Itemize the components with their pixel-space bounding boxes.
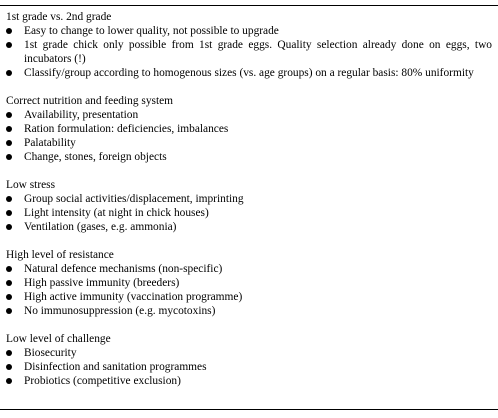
- bullet-list: [6, 24, 492, 80]
- list-item-text: High passive immunity (breeders): [24, 277, 180, 289]
- list-item-text: Ventilation (gases, e.g. ammonia): [24, 221, 177, 233]
- list-item: [6, 150, 492, 164]
- list-item-text: Availability, presentation: [24, 109, 139, 121]
- section-heading: High level of resistance: [6, 249, 114, 261]
- list-item-text: Palatability: [24, 137, 76, 149]
- list-item: [6, 38, 492, 66]
- list-item-text: No immunosuppression (e.g. mycotoxins): [24, 305, 216, 317]
- bullet-icon: [6, 224, 12, 230]
- list-item: [6, 346, 492, 360]
- section-heading: 1st grade vs. 2nd grade: [6, 11, 112, 23]
- list-item-text: 1st grade chick only possible from 1st grade eggs. Quality selection already done on eggs, two incubators (!): [24, 39, 492, 65]
- bullet-icon: [6, 42, 12, 48]
- list-item: [6, 290, 492, 304]
- bottom-rule: [0, 409, 498, 410]
- top-rule: [0, 5, 498, 6]
- bullet-list: [6, 346, 492, 388]
- list-item-text: Easy to change to lower quality, not possible to upgrade: [24, 25, 279, 37]
- list-item: [6, 136, 492, 150]
- bullet-icon: [6, 210, 12, 216]
- list-item-text: Classify/group according to homogenous sizes (vs. age groups) on a regular basis: 80% uniformity: [24, 67, 474, 79]
- bullet-icon: [6, 308, 12, 314]
- bullet-icon: [6, 154, 12, 160]
- section-grade: [6, 10, 492, 80]
- list-item: [6, 374, 492, 388]
- bullet-icon: [6, 350, 12, 356]
- section-heading: Low level of challenge: [6, 333, 111, 345]
- bullet-icon: [6, 364, 12, 370]
- table-body: [6, 10, 492, 388]
- bullet-icon: [6, 266, 12, 272]
- list-item: [6, 192, 492, 206]
- list-item-text: Change, stones, foreign objects: [24, 151, 167, 163]
- bullet-icon: [6, 196, 12, 202]
- list-item-text: High active immunity (vaccination programme): [24, 291, 243, 303]
- section-challenge: [6, 332, 492, 388]
- list-item-text: Light intensity (at night in chick houses): [24, 207, 209, 219]
- bullet-icon: [6, 112, 12, 118]
- bullet-list: [6, 262, 492, 318]
- list-item: [6, 108, 492, 122]
- list-item: [6, 262, 492, 276]
- list-item-text: Ration formulation: deficiencies, imbalances: [24, 123, 229, 135]
- bullet-list: [6, 108, 492, 164]
- list-item: [6, 206, 492, 220]
- section-resistance: [6, 248, 492, 318]
- bullet-icon: [6, 140, 12, 146]
- list-item: [6, 360, 492, 374]
- list-item-text: Disinfection and sanitation programmes: [24, 361, 207, 373]
- list-item-text: Biosecurity: [24, 347, 77, 359]
- section-nutrition: [6, 94, 492, 164]
- list-item: [6, 66, 492, 80]
- list-item-text: Probiotics (competitive exclusion): [24, 375, 181, 387]
- list-item: [6, 24, 492, 38]
- bullet-icon: [6, 280, 12, 286]
- bullet-icon: [6, 70, 12, 76]
- list-item: [6, 122, 492, 136]
- bullet-list: [6, 192, 492, 234]
- bullet-icon: [6, 126, 12, 132]
- list-item: [6, 276, 492, 290]
- section-heading: Low stress: [6, 179, 56, 191]
- list-item-text: Natural defence mechanisms (non-specific): [24, 263, 223, 275]
- bullet-icon: [6, 378, 12, 384]
- bullet-icon: [6, 28, 12, 34]
- bullet-icon: [6, 294, 12, 300]
- section-heading: Correct nutrition and feeding system: [6, 95, 174, 107]
- list-item: [6, 304, 492, 318]
- list-item-text: Group social activities/displacement, imprinting: [24, 193, 244, 205]
- section-low-stress: [6, 178, 492, 234]
- list-item: [6, 220, 492, 234]
